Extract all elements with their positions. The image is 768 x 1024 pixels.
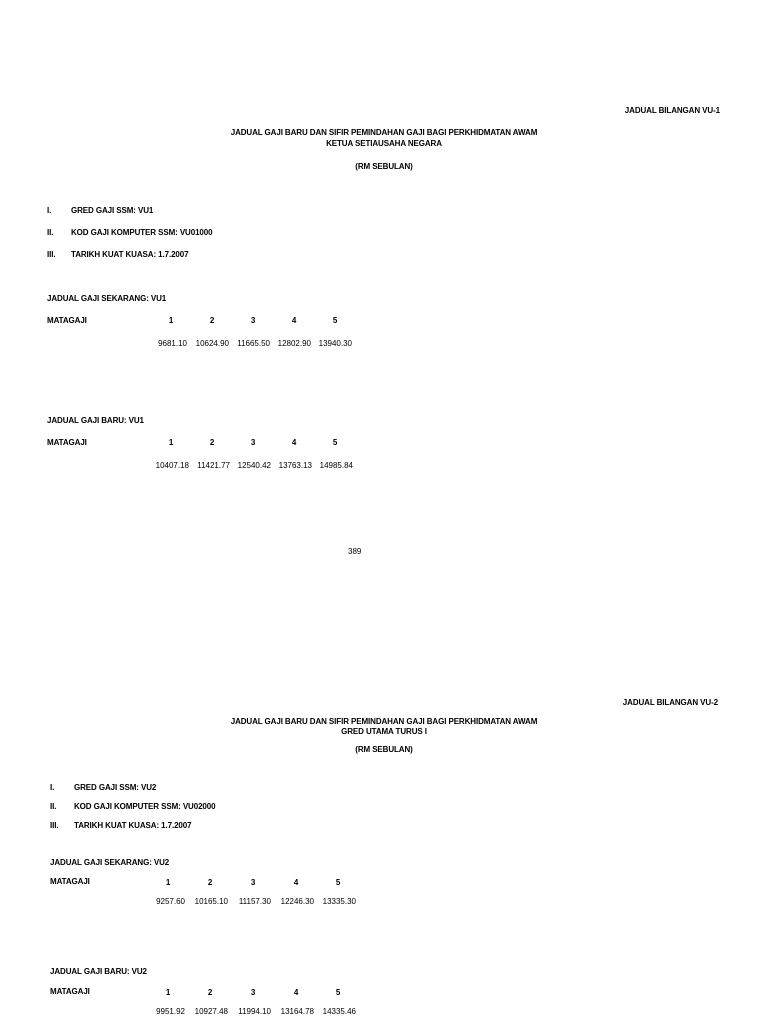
info-num-2: II.	[50, 802, 57, 811]
salary-value: 12540.42	[237, 461, 271, 470]
salary-value: 10927.48	[194, 1007, 228, 1016]
col-header: 5	[332, 316, 338, 325]
col-header: 4	[291, 438, 297, 447]
info-computer-code: KOD GAJI KOMPUTER SSM: VU01000	[71, 228, 213, 237]
info-effective-date: TARIKH KUAT KUASA: 1.7.2007	[74, 821, 192, 830]
col-header: 1	[168, 438, 174, 447]
salary-value: 10407.18	[155, 461, 189, 470]
salary-value: 11665.50	[237, 339, 270, 348]
salary-value: 9681.10	[158, 339, 187, 348]
col-header: 4	[291, 316, 297, 325]
col-header: 4	[293, 988, 299, 997]
col-header: 3	[250, 878, 256, 887]
col-header: 1	[165, 878, 171, 887]
salary-value: 14335.46	[322, 1007, 356, 1016]
col-header: 2	[209, 438, 215, 447]
info-effective-date: TARIKH KUAT KUASA: 1.7.2007	[71, 250, 189, 259]
row-label: MATAGAJI	[50, 987, 90, 996]
salary-value: 11994.10	[238, 1007, 271, 1016]
table-number: JADUAL BILANGAN VU-2	[622, 698, 718, 707]
salary-value: 9951.92	[156, 1007, 185, 1016]
col-header: 1	[165, 988, 171, 997]
info-num-1: I.	[50, 783, 55, 792]
new-table-heading: JADUAL GAJI BARU: VU2	[50, 967, 147, 976]
salary-value: 10165.10	[194, 897, 228, 906]
salary-value: 10624.90	[195, 339, 229, 348]
unit-label: (RM SEBULAN)	[355, 162, 413, 171]
title-line-1: JADUAL GAJI BARU DAN SIFIR PEMINDAHAN GAJI BAGI PERKHIDMATAN AWAM	[230, 128, 538, 137]
title-line-2: KETUA SETIAUSAHA NEGARA	[326, 139, 442, 148]
title-line-1: JADUAL GAJI BARU DAN SIFIR PEMINDAHAN GAJI BAGI PERKHIDMATAN AWAM	[230, 717, 538, 726]
page-number: 389	[348, 547, 362, 556]
title-line-2: GRED UTAMA TURUS I	[341, 727, 427, 736]
info-computer-code: KOD GAJI KOMPUTER SSM: VU02000	[74, 802, 216, 811]
info-num-1: I.	[47, 206, 52, 215]
info-num-3: III.	[47, 250, 56, 259]
current-table-heading: JADUAL GAJI SEKARANG: VU2	[50, 858, 170, 867]
col-header: 3	[250, 316, 256, 325]
salary-value: 13164.78	[280, 1007, 314, 1016]
salary-value: 13763.13	[278, 461, 312, 470]
col-header: 4	[293, 878, 299, 887]
info-num-3: III.	[50, 821, 59, 830]
info-grade: GRED GAJI SSM: VU2	[74, 783, 157, 792]
salary-value: 13940.30	[318, 339, 352, 348]
col-header: 5	[335, 878, 341, 887]
new-table-heading: JADUAL GAJI BARU: VU1	[47, 416, 144, 425]
col-header: 3	[250, 438, 256, 447]
salary-value: 12246.30	[280, 897, 314, 906]
unit-label: (RM SEBULAN)	[355, 745, 413, 754]
salary-value: 11421.77	[197, 461, 230, 470]
row-label: MATAGAJI	[50, 877, 90, 886]
col-header: 2	[209, 316, 215, 325]
col-header: 1	[168, 316, 174, 325]
col-header: 5	[332, 438, 338, 447]
salary-value: 11157.30	[238, 897, 271, 906]
salary-value: 13335.30	[322, 897, 356, 906]
col-header: 2	[207, 988, 213, 997]
col-header: 2	[207, 878, 213, 887]
col-header: 3	[250, 988, 256, 997]
salary-value: 9257.60	[156, 897, 185, 906]
info-num-2: II.	[47, 228, 54, 237]
salary-value: 14985.84	[319, 461, 353, 470]
row-label: MATAGAJI	[47, 438, 87, 447]
current-table-heading: JADUAL GAJI SEKARANG: VU1	[47, 294, 167, 303]
salary-value: 12802.90	[277, 339, 311, 348]
col-header: 5	[335, 988, 341, 997]
info-grade: GRED GAJI SSM: VU1	[71, 206, 154, 215]
row-label: MATAGAJI	[47, 316, 87, 325]
table-number: JADUAL BILANGAN VU-1	[624, 106, 720, 115]
